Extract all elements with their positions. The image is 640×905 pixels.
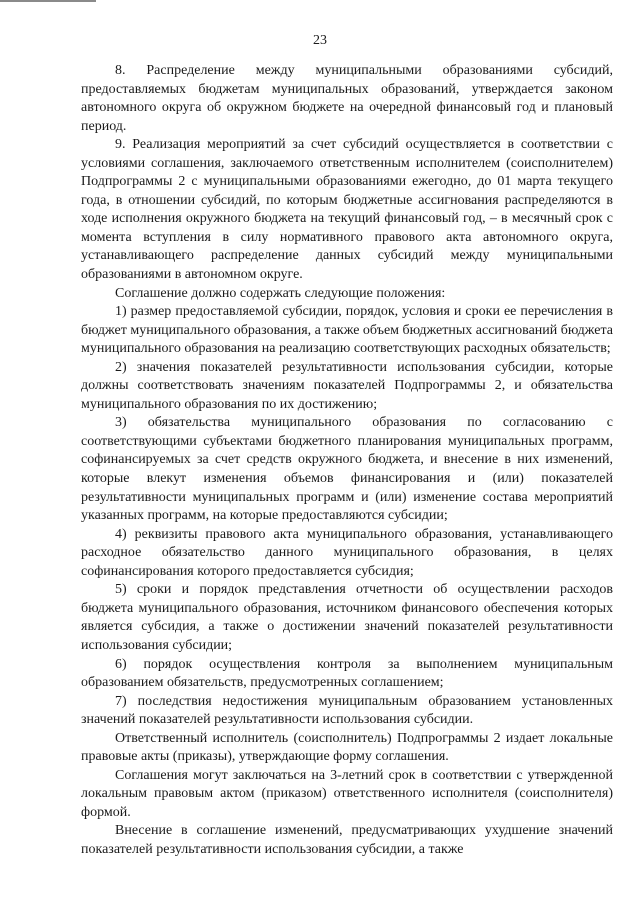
list-item-5-reporting: 5) сроки и порядок представления отчетности об осуществлении расходов бюджета муниципального образования, источником финансового обеспечения которых является субсидия, а также о достижении значений показателей результативности использования субсидии;: [81, 582, 613, 653]
paragraph-3-year-term: Соглашения могут заключаться на 3-летний срок в соответствии с утвержденной локальным правовым актом (приказом) ответственного исполнителя (соисполнителя) формой.: [81, 767, 613, 820]
paragraph-local-acts: Ответственный исполнитель (соисполнитель) Подпрограммы 2 издает локальные правовые акты (приказы), утверждающие форму соглашения.: [81, 730, 613, 765]
list-item-1-subsidy-amount: 1) размер предоставляемой субсидии, порядок, условия и сроки ее перечисления в бюджет муниципального образования, а также объем бюджетных ассигнований бюджета муниципального образования на реализацию соответствующих расходных обязательств;: [81, 304, 613, 357]
list-item-2-indicators: 2) значения показателей результативности использования субсидии, которые должны соответствовать значениям показателей Подпрограммы 2, и обязательства муниципального образования по их достижению;: [81, 359, 613, 412]
paragraph-amendments: Внесение в соглашение изменений, предусматривающих ухудшение значений показателей результативности использования субсидии, а также: [81, 823, 613, 857]
list-item-3-obligations: 3) обязательства муниципального образования по согласованию с соответствующими субъектами бюджетного планирования муниципальных программ, софинансируемых за счет средств окружного бюджета, и внесение в них изменений, которые влекут изменения объемов финансирования и (или) показателей результативности муниципальных программ и (или) изменение состава мероприятий указанных программ, на которые предоставляются субсидии;: [81, 415, 613, 524]
paragraph-agreement-intro: Соглашение должно содержать следующие положения:: [115, 285, 446, 301]
paragraph-8-distribution: 8. Распределение между муниципальными образованиями субсидий, предоставляемых бюджетам муниципальных образований, утверждается законом автономного округа об окружном бюджете на очередной финансовый год и плановый период.: [81, 63, 613, 134]
paragraph-9-implementation: 9. Реализация мероприятий за счет субсидий осуществляется в соответствии с условиями соглашения, заключаемого ответственным исполнителем (соисполнителем) Подпрограммы 2 с муниципальными образованиями ежегодно, до 01 марта текущего года, в отношении субсидий, по которым бюджетные ассигнования распределяются в ходе исполнения окружного бюджета на текущий финансовый год, – в месячный срок с момента вступления в силу нормативного правового акта автономного округа, устанавливающего распределение данных субсидий между муниципальными образованиями в автономном округе.: [81, 137, 613, 283]
list-item-6-control: 6) порядок осуществления контроля за выполнением муниципальным образованием обязательств, предусмотренных соглашением;: [81, 656, 613, 691]
page-number: 23: [313, 33, 327, 48]
document-body: [81, 62, 613, 860]
list-item-7-consequences: 7) последствия недостижения муниципальным образованием установленных значений показателей результативности использования субсидии.: [81, 693, 613, 728]
list-item-4-legal-act: 4) реквизиты правового акта муниципального образования, устанавливающего расходное обязательство данного муниципального образования, в целях софинансирования которого предоставляется субсидия;: [81, 526, 613, 579]
top-edge-rule: [0, 0, 96, 2]
